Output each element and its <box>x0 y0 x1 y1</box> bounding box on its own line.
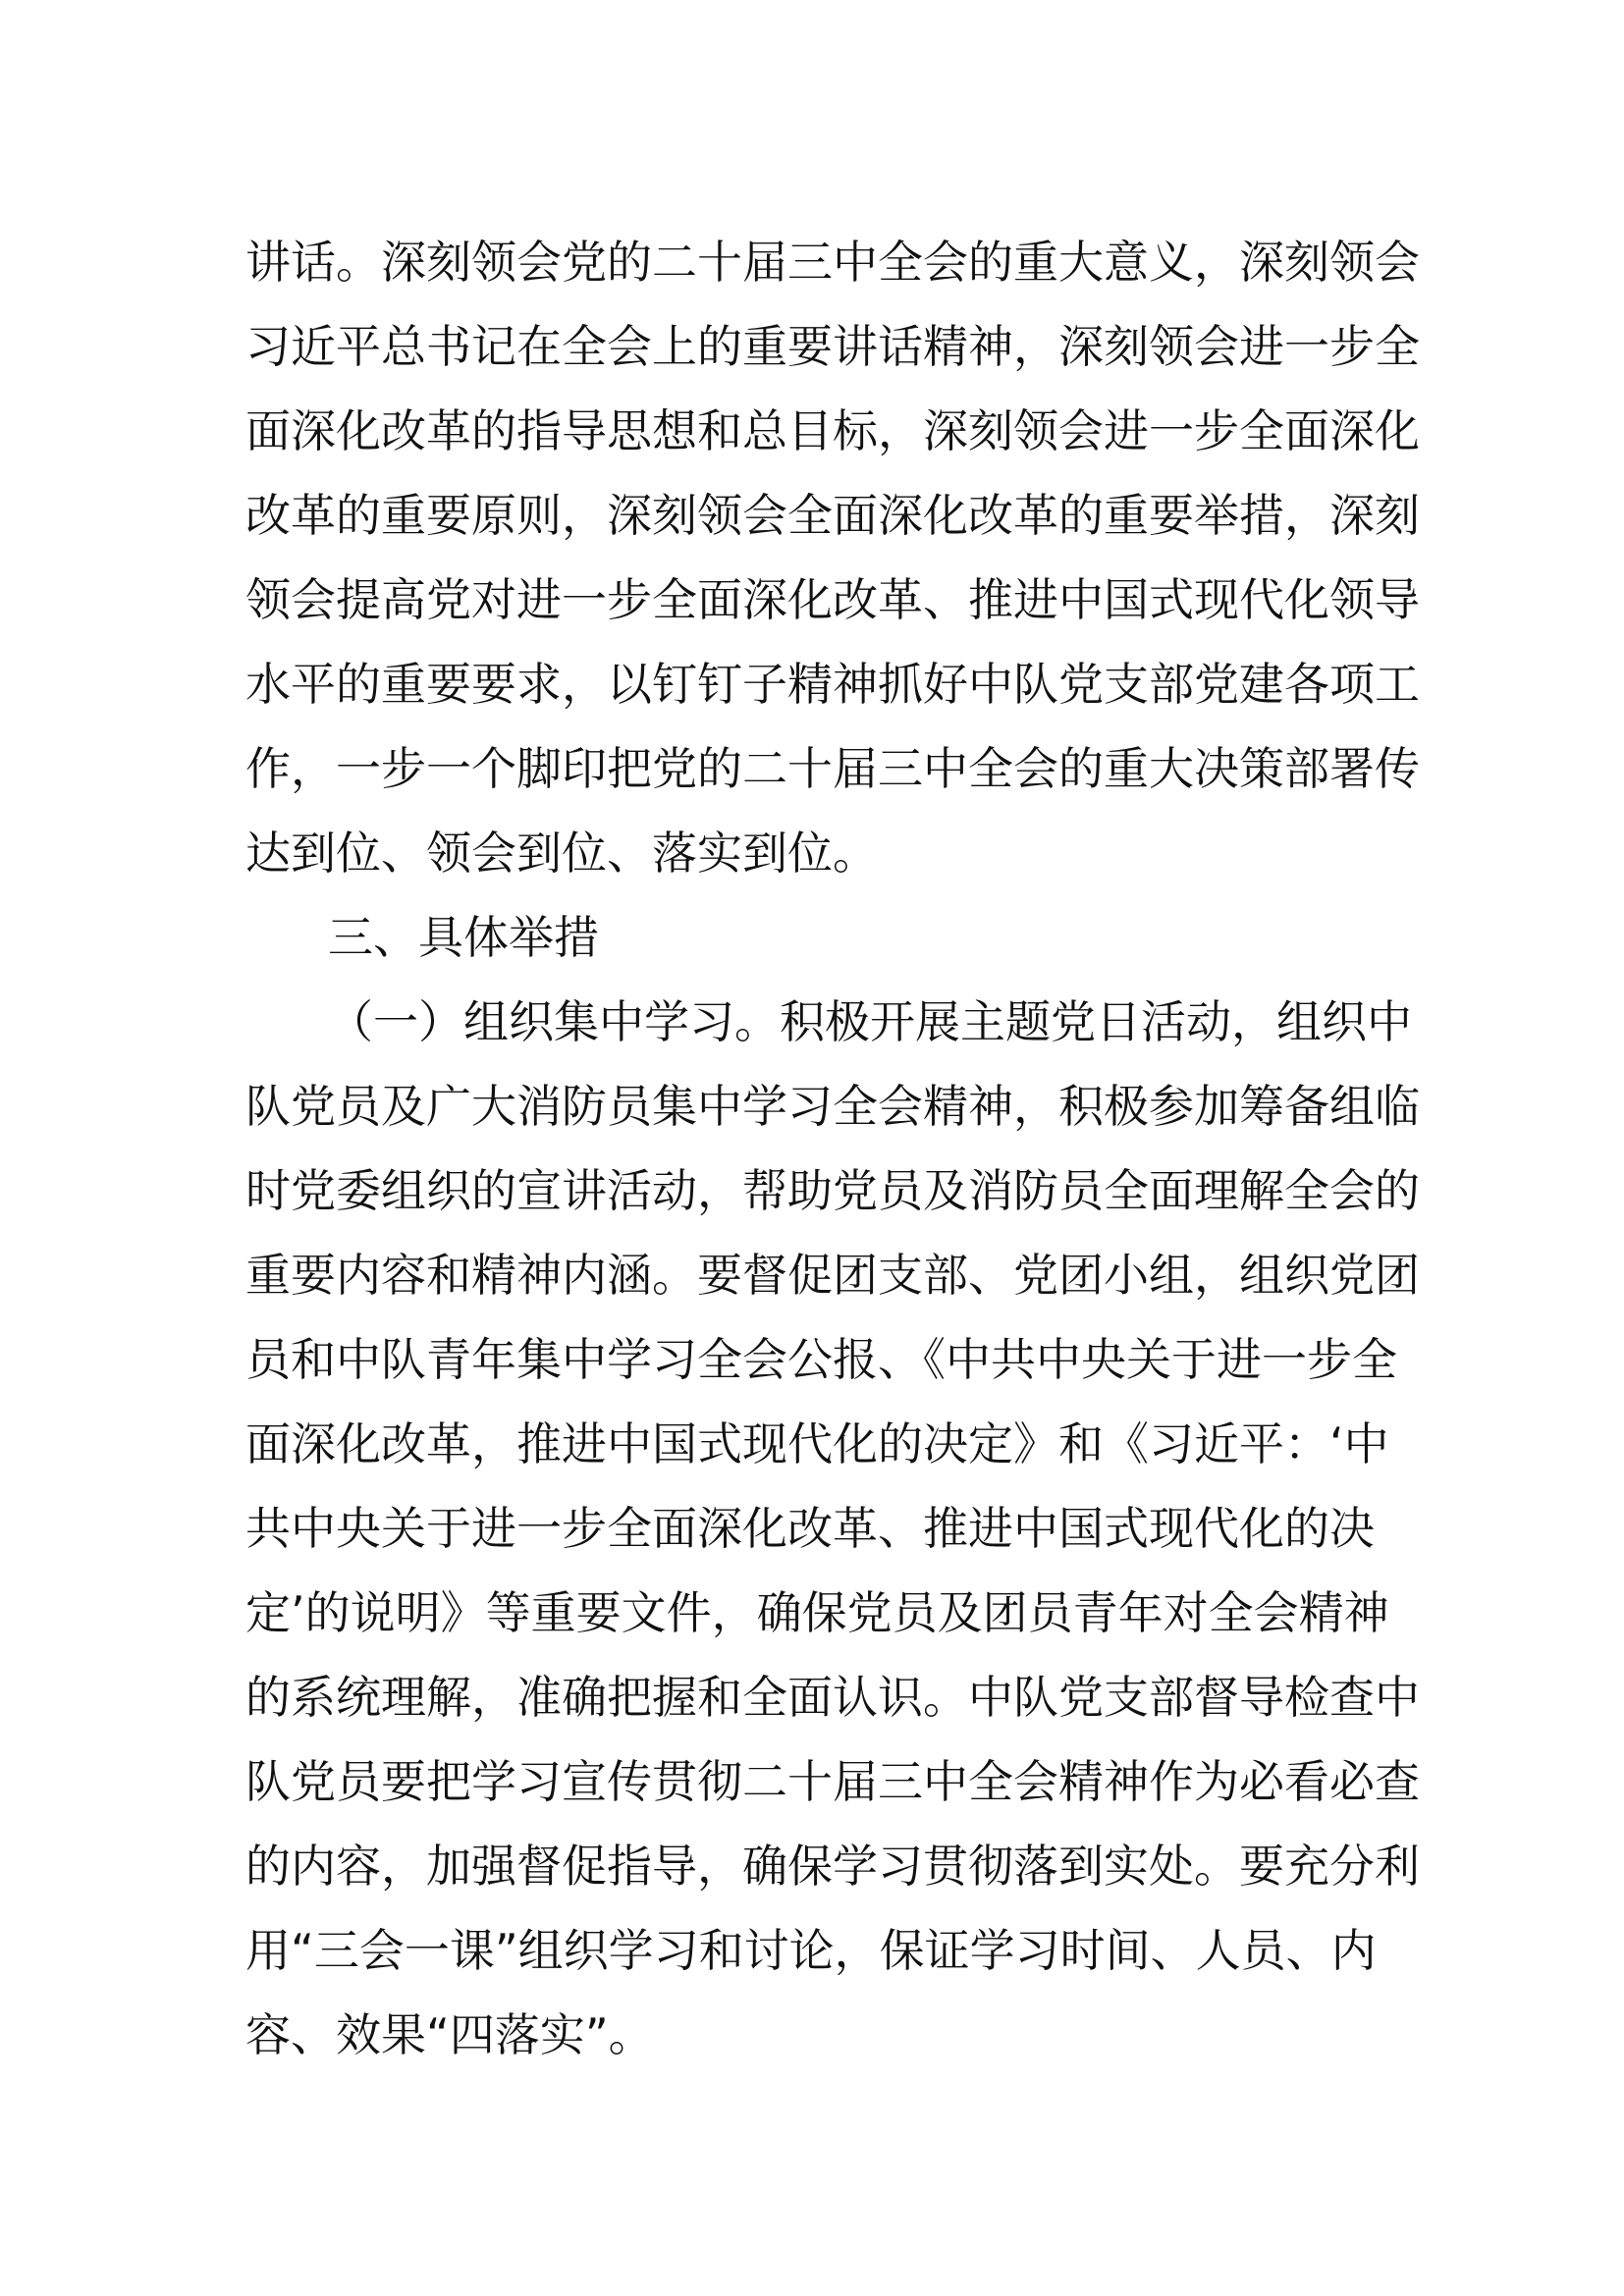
text-line: 达到位、领会到位、落实到位。 <box>245 827 878 880</box>
text-line: 重要内容和精神内涵。要督促团支部、党团小组，组织党团 <box>245 1249 1420 1302</box>
text-line: 队党员及广大消防员集中学习全会精神，积极参加筹备组临 <box>245 1080 1420 1133</box>
section-heading-text: 三、具体举措 <box>328 911 599 964</box>
text-line: 容、效果“四落实”。 <box>245 2008 654 2061</box>
text-line: 的系统理解，准确把握和全面认识。中队党支部督导检查中 <box>245 1671 1420 1724</box>
text-line: 改革的重要原则，深刻领会全面深化改革的重要举措，深刻 <box>245 489 1420 542</box>
text-line: 领会提高党对进一步全面深化改革、推进中国式现代化领导 <box>245 573 1420 626</box>
text-line: 时党委组织的宣讲活动，帮助党员及消防员全面理解全会的 <box>245 1164 1420 1217</box>
section-heading <box>245 895 1384 980</box>
document-body <box>245 220 1420 2077</box>
text-line: 水平的重要要求，以钉钉子精神抓好中队党支部党建各项工 <box>245 658 1420 711</box>
text-line: 用“三会一课”组织学习和讨论，保证学习时间、人员、内 <box>245 1924 1377 1977</box>
text-line: （一）组织集中学习。积极开展主题党日活动，组织中 <box>328 995 1412 1048</box>
text-line: 面深化改革，推进中国式现代化的决定》和《习近平：‘中 <box>245 1417 1389 1470</box>
paragraph-continuation <box>245 220 1420 895</box>
text-line: 队党员要把学习宣传贯彻二十届三中全会精神作为必看必查 <box>245 1755 1420 1808</box>
text-line: 面深化改革的指导思想和总目标，深刻领会进一步全面深化 <box>245 404 1420 457</box>
text-line: 定’的说明》等重要文件，确保党员及团员青年对全会精神 <box>245 1586 1389 1639</box>
text-line: 员和中队青年集中学习全会公报、《中共中央关于进一步全 <box>245 1333 1397 1386</box>
text-line: 共中央关于进一步全面深化改革、推进中国式现代化的决 <box>245 1502 1375 1555</box>
text-line: 讲话。深刻领会党的二十届三中全会的重大意义，深刻领会 <box>245 236 1420 289</box>
text-line: 的内容，加强督促指导，确保学习贯彻落到实处。要充分利 <box>245 1840 1420 1893</box>
text-line: 作，一步一个脚印把党的二十届三中全会的重大决策部署传 <box>245 742 1420 795</box>
paragraph-organize-study <box>245 980 1420 2077</box>
text-line: 习近平总书记在全会上的重要讲话精神，深刻领会进一步全 <box>245 320 1420 373</box>
